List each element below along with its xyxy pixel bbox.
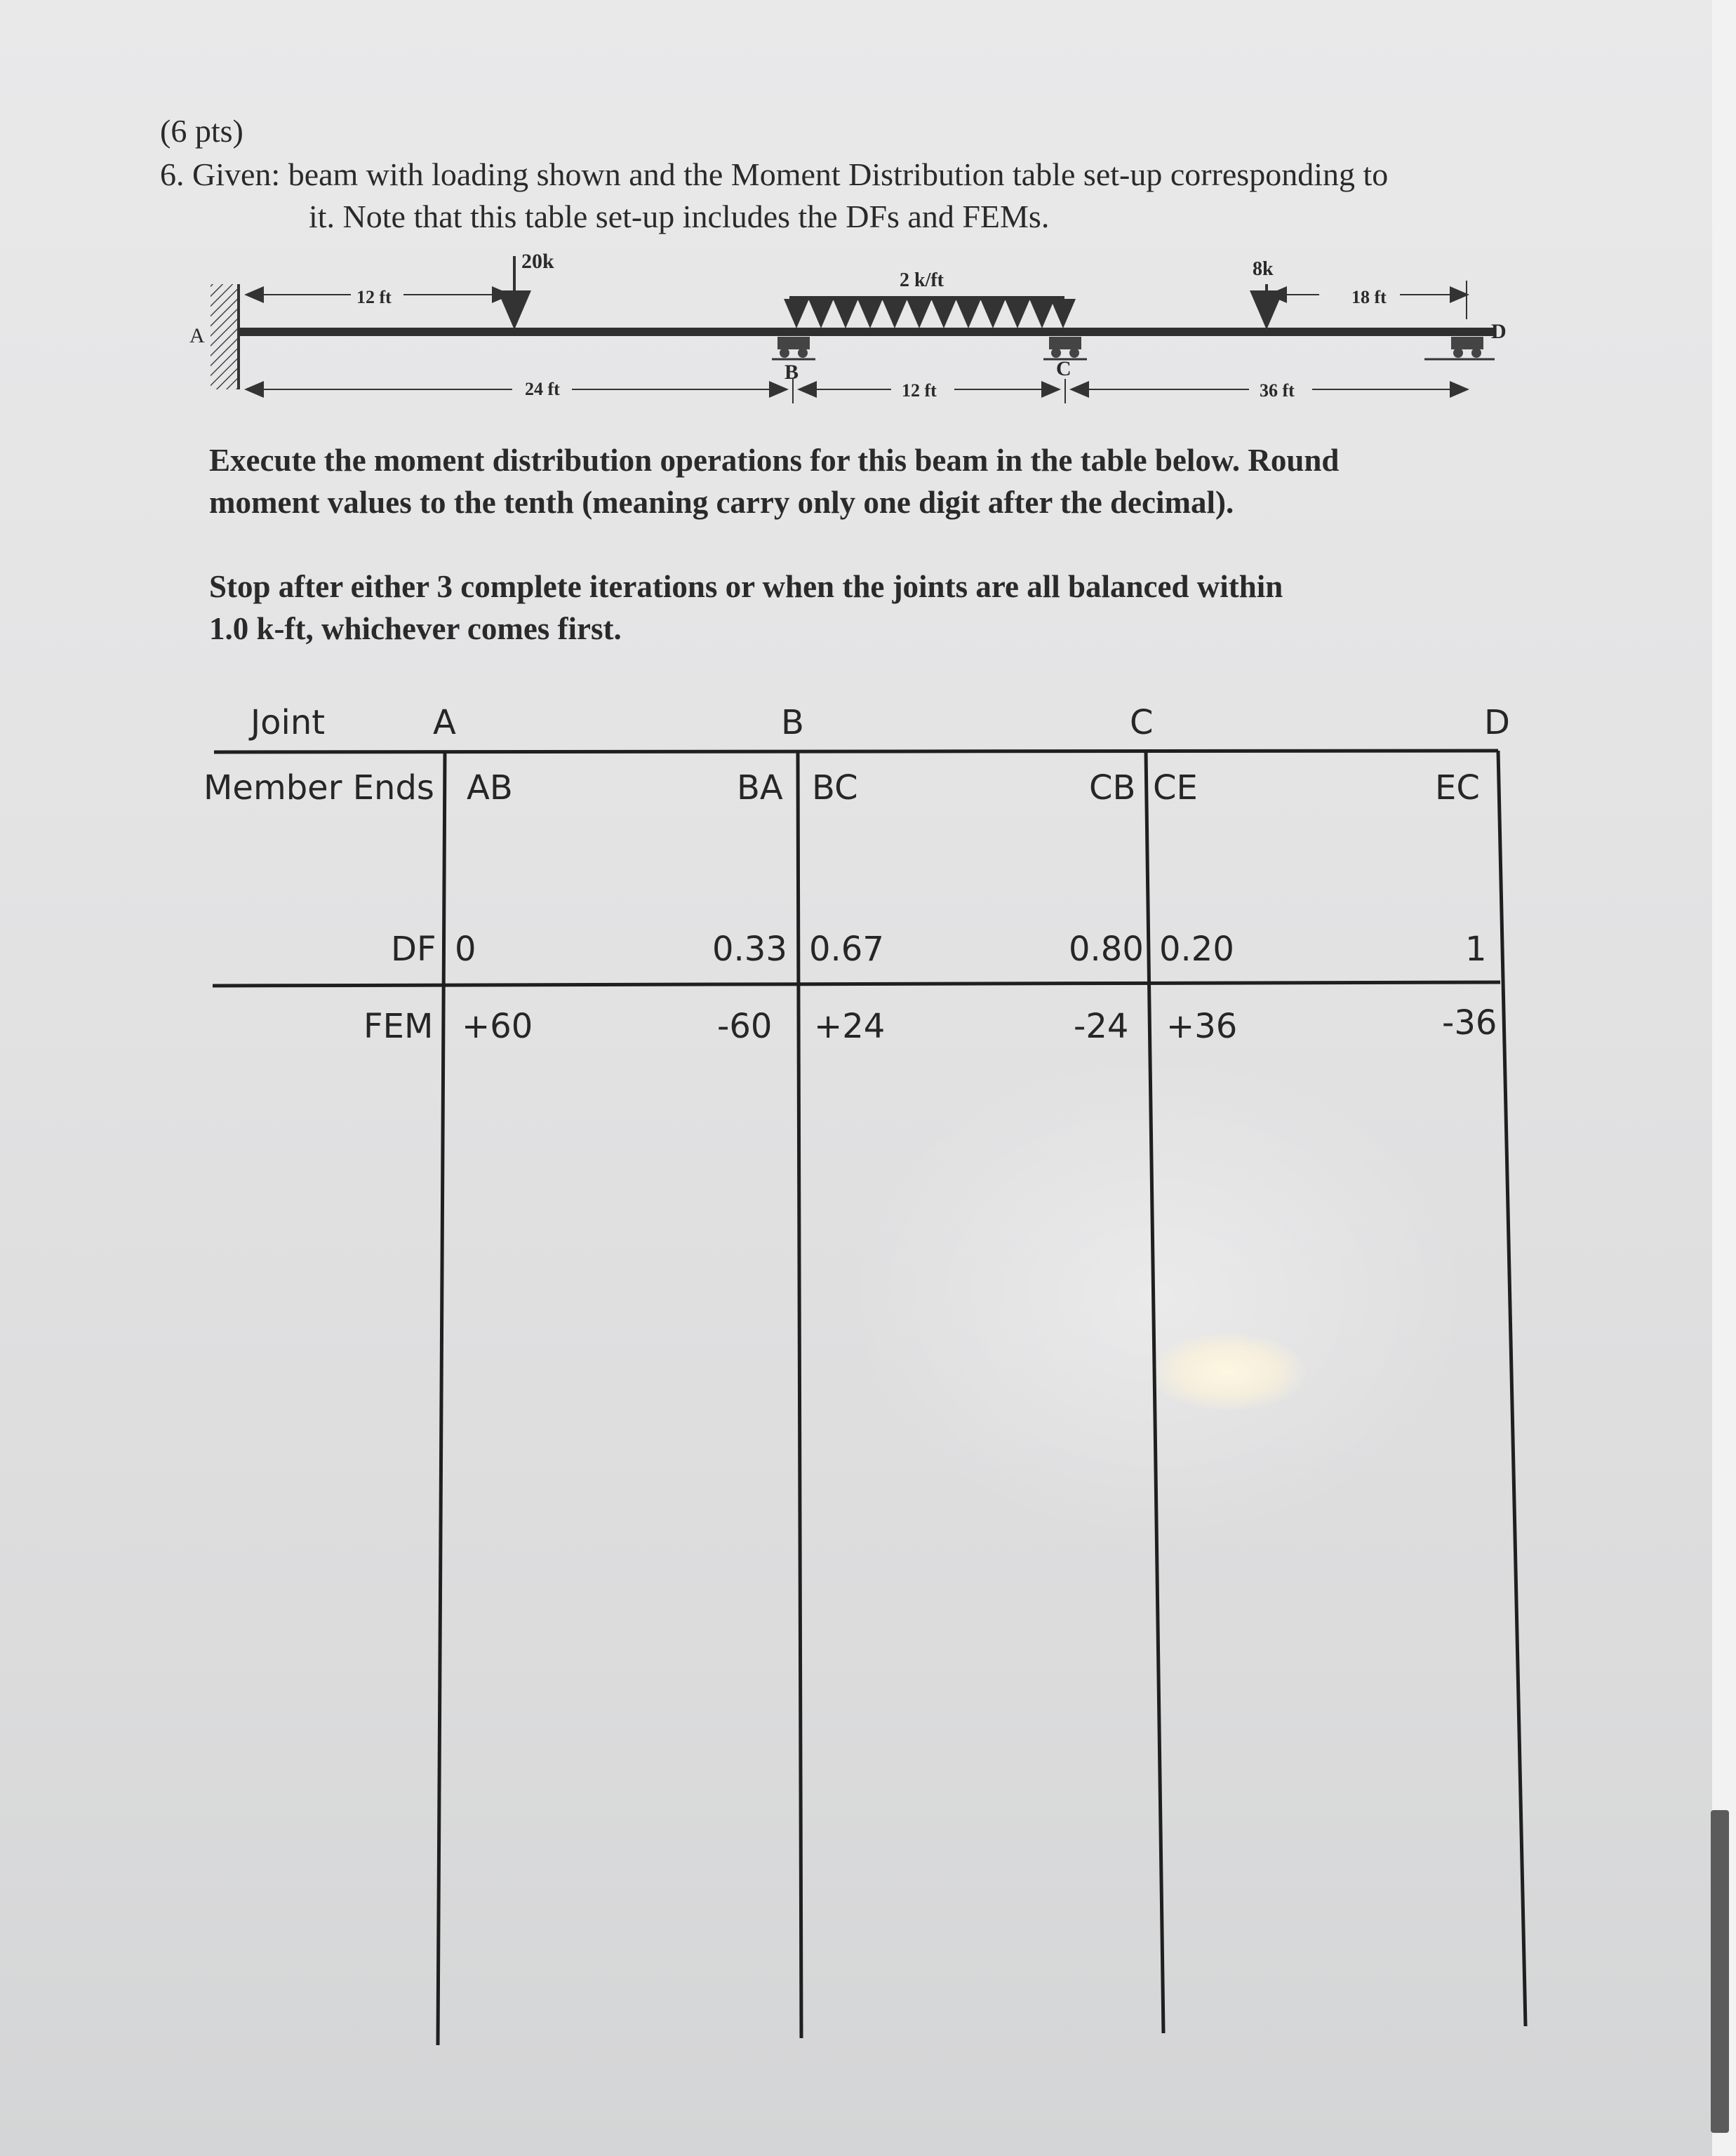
joint-c: C: [1130, 703, 1154, 742]
instruction-line-2: moment values to the tenth (meaning carry only one digit after the decimal).: [209, 485, 1234, 520]
member-ends-label: Member Ends: [203, 768, 434, 808]
df-label: DF: [391, 930, 436, 969]
fem-ce: +36: [1166, 1007, 1238, 1046]
question-line-2: it. Note that this table set-up includes the DFs and FEMs.: [309, 199, 1050, 234]
load-2kft-label: 2 k/ft: [900, 269, 944, 291]
scrollbar-thumb[interactable]: [1711, 1810, 1729, 2133]
fem-label: FEM: [363, 1007, 434, 1046]
joint-d: D: [1484, 703, 1510, 742]
label-a: A: [189, 324, 205, 347]
load-8k-label: 8k: [1253, 258, 1274, 280]
member-end-ba: BA: [737, 768, 783, 808]
df-ab: 0: [455, 930, 476, 969]
fem-bc: +24: [814, 1007, 886, 1046]
label-d: D: [1491, 320, 1507, 343]
member-end-cb: CB: [1089, 768, 1136, 808]
question-line-1: 6. Given: beam with loading shown and the Moment Distribution table set-up corresponding to: [160, 156, 1389, 192]
df-ce: 0.20: [1159, 930, 1234, 969]
df-bc: 0.67: [809, 930, 884, 969]
instruction-line-3: Stop after either 3 complete iterations or when the joints are all balanced within: [209, 569, 1283, 604]
joint-b: B: [781, 703, 804, 742]
member-end-bc: BC: [812, 768, 858, 808]
label-c: C: [1056, 357, 1071, 380]
dim-18ft: 18 ft: [1351, 287, 1387, 307]
dim-12ft-bc: 12 ft: [902, 380, 937, 401]
dim-12ft-a: 12 ft: [356, 287, 392, 307]
member-end-ab: AB: [467, 768, 513, 808]
df-ba: 0.33: [712, 930, 787, 969]
points-label: (6 pts): [160, 113, 243, 149]
instruction-line-1: Execute the moment distribution operations for this beam in the table below. Round: [209, 443, 1340, 478]
joint-a: A: [433, 703, 456, 742]
dim-24ft: 24 ft: [525, 379, 560, 399]
fem-ab: +60: [462, 1007, 533, 1046]
fem-ba: -60: [717, 1007, 773, 1046]
instruction-line-4: 1.0 k-ft, whichever comes first.: [209, 611, 622, 646]
joint-label: Joint: [251, 703, 326, 742]
load-20k-label: 20k: [521, 250, 554, 273]
label-b: B: [784, 361, 799, 384]
fem-ec: -36: [1442, 1003, 1497, 1043]
member-end-ec: EC: [1435, 768, 1480, 808]
member-end-ce: CE: [1153, 768, 1198, 808]
fem-cb: -24: [1074, 1007, 1129, 1046]
df-ec: 1: [1465, 930, 1487, 969]
df-cb: 0.80: [1069, 930, 1144, 969]
dim-36ft: 36 ft: [1260, 380, 1295, 401]
